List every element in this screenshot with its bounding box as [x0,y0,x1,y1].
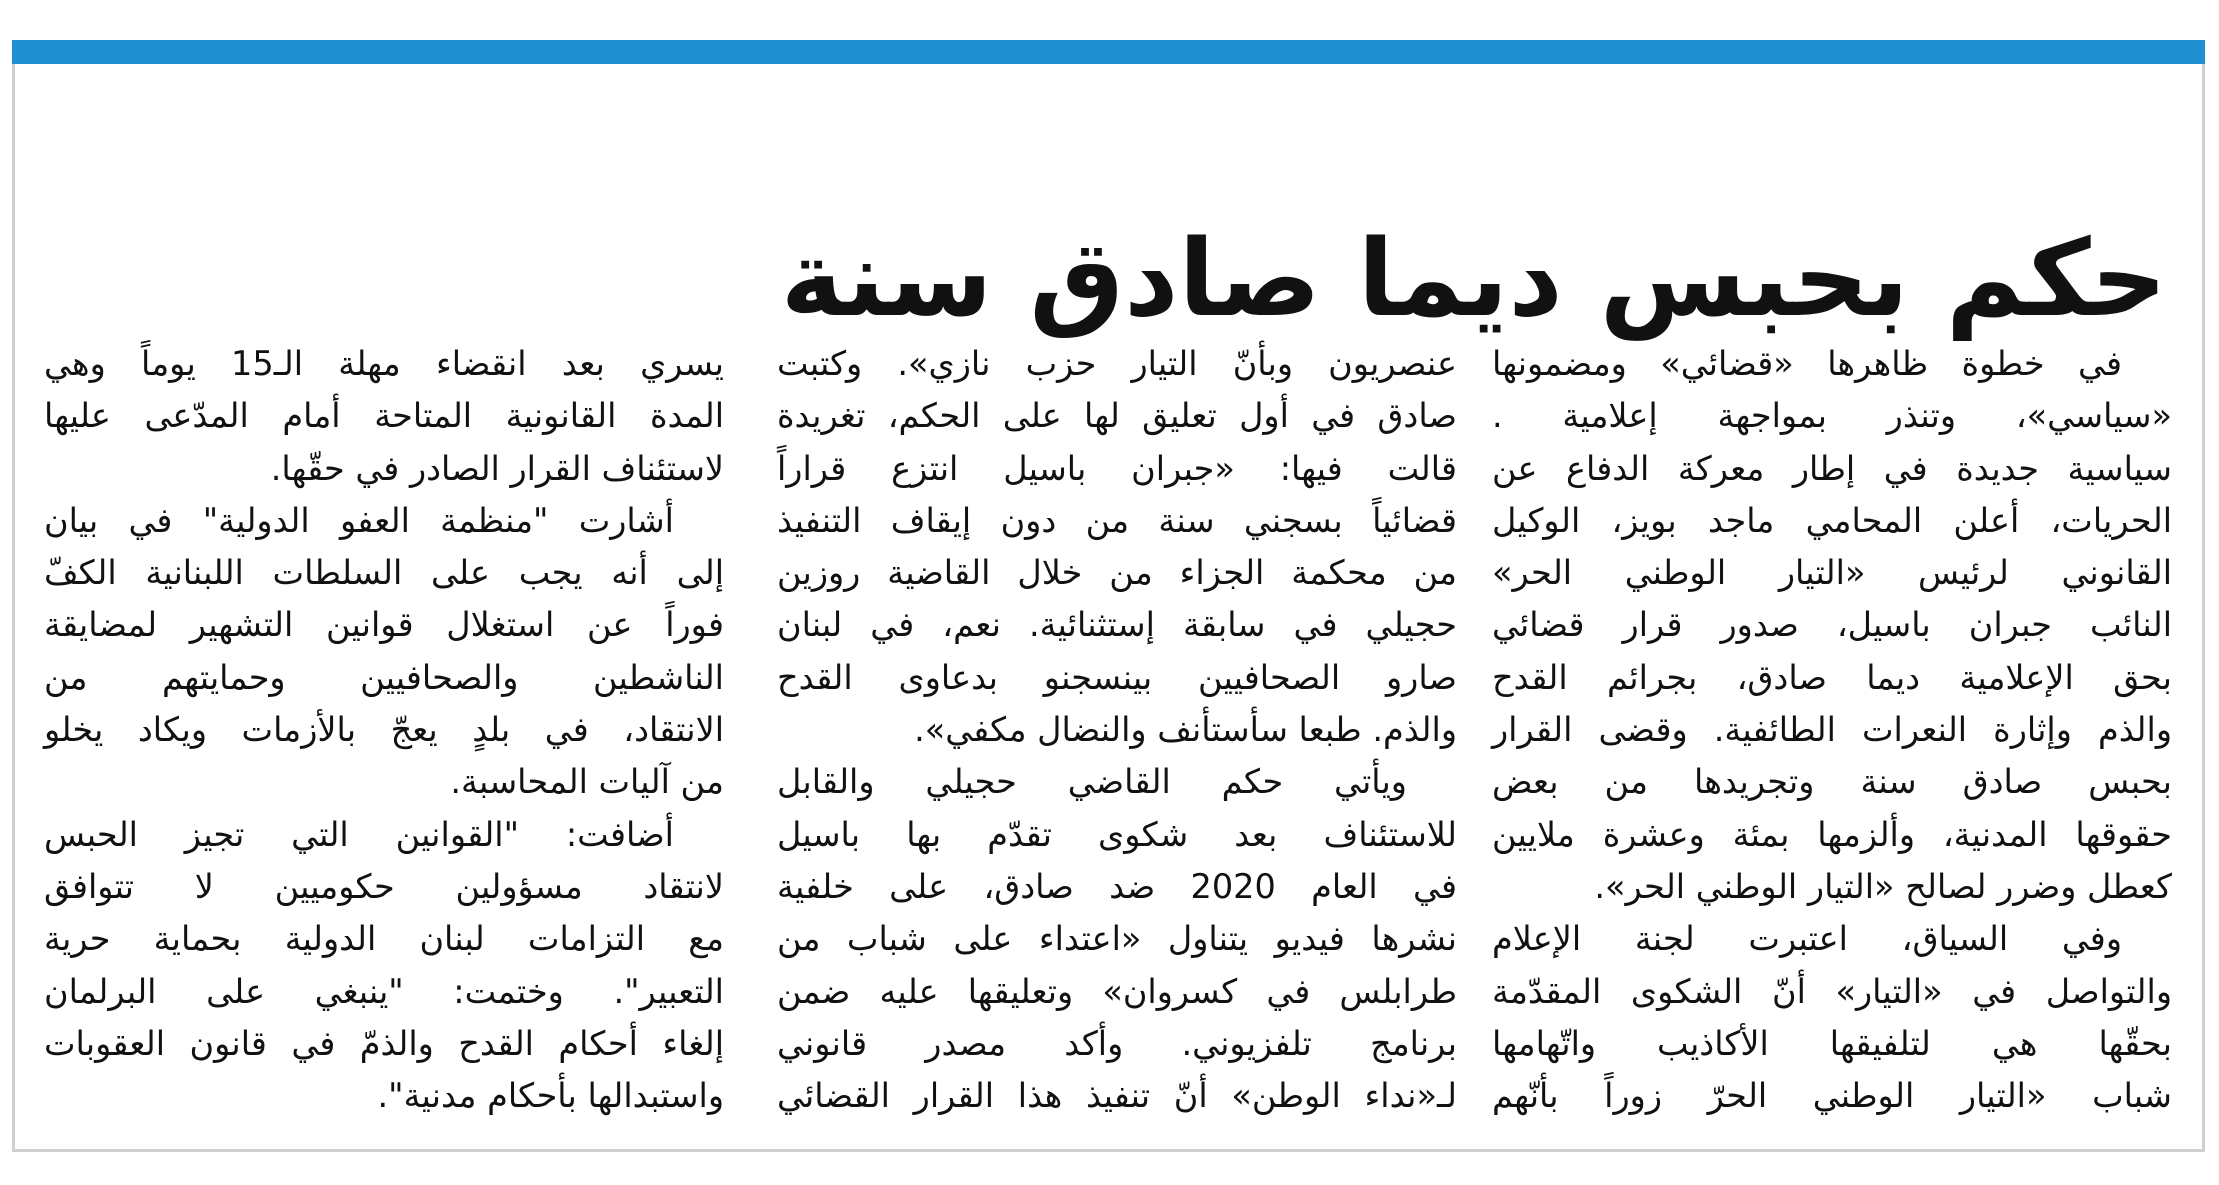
text-line: التعبير". وختمت: "ينبغي على البرلمان [44,971,724,1011]
text-line: طرابلس في كسروان» وتعليقها عليه ضمن [777,971,1457,1011]
text-line: القانوني لرئيس «التيار الوطني الحر» [1492,553,2172,593]
article-column-3 [44,338,724,1122]
text-line: فوراً عن استغلال قوانين التشهير لمضايقة [44,605,724,645]
text-line: واستبدالها بأحكام مدنية". [377,1076,724,1116]
text-line: للاستئناف بعد شكوى تقدّم بها باسيل [777,814,1457,854]
article-column-1 [1492,338,2172,1122]
text-line: «سياسي»، وتنذر بمواجهة إعلامية . [1492,396,2172,436]
text-line: يسري بعد انقضاء مهلة الـ15 يوماً وهي [44,344,724,383]
text-line: نشرها فيديو يتناول «اعتداء على شباب من [777,919,1457,959]
text-line: شباب «التيار الوطني الحرّ زوراً بأنّهم [1492,1076,2172,1116]
text-line: والذم. طبعا سأستأنف والنضال مكفي». [914,710,1457,750]
text-line: صادق في أول تعليق لها على الحكم، تغريدة [777,396,1457,436]
article-column-2 [777,338,1457,1122]
text-line: في العام 2020 ضد صادق، على خلفية [777,866,1457,906]
text-line: حقوقها المدنية، وألزمها بمئة وعشرة ملايين [1492,814,2172,854]
text-line: بحق الإعلامية ديما صادق، بجرائم القدح [1492,657,2172,697]
text-line: لاستئناف القرار الصادر في حقّها. [270,448,724,488]
headline: حكم بحبس ديما صادق سنة [780,217,2167,341]
text-line: والذم وإثارة النعرات الطائفية. وقضى القرار [1492,710,2172,750]
text-line: والتواصل في «التيار» أنّ الشكوى المقدّمة [1492,971,2172,1011]
text-line: قالت فيها: «جبران باسيل انتزع قراراً [777,448,1457,488]
text-line: لانتقاد مسؤولين حكوميين لا تتوافق [44,866,724,906]
text-line: وفي السياق، اعتبرت لجنة الإعلام [1492,919,2122,959]
text-line: الحريات، أعلن المحامي ماجد بويز، الوكيل [1492,500,2172,540]
text-line: أضافت: "القوانين التي تجيز الحبس [44,814,674,854]
text-line: لـ«نداء الوطن» أنّ تنفيذ هذا القرار القضائي [777,1076,1457,1116]
text-line: الانتقاد، في بلدٍ يعجّ بالأزمات ويكاد يخلو [44,710,724,750]
text-line: سياسية جديدة في إطار معركة الدفاع عن [1492,448,2172,488]
text-line: من آليات المحاسبة. [450,762,724,802]
text-line: برنامج تلفزيوني. وأكد مصدر قانوني [777,1023,1457,1063]
text-line: مع التزامات لبنان الدولية بحماية حرية [44,919,724,959]
text-line: صارو الصحافيين بينسجنو بدعاوى القدح [777,657,1457,697]
text-line: بحبس صادق سنة وتجريدها من بعض [1492,762,2172,802]
text-line: الناشطين والصحافيين وحمايتهم من [44,657,724,697]
text-line: في خطوة ظاهرها «قضائي» ومضمونها [1492,344,2122,383]
text-line: عنصريون وبأنّ التيار حزب نازي». وكتبت [777,344,1457,383]
text-line: بحقّها هي لتلفيقها الأكاذيب واتّهامها [1492,1023,2172,1063]
text-line: من محكمة الجزاء من خلال القاضية روزين [777,553,1457,593]
accent-bar [12,40,2205,64]
text-line: النائب جبران باسيل، صدور قرار قضائي [1492,605,2172,645]
text-line: حجيلي في سابقة إستثنائية. نعم، في لبنان [777,605,1457,645]
text-line: كعطل وضرر لصالح «التيار الوطني الحر». [1594,866,2172,906]
text-line: إلغاء أحكام القدح والذمّ في قانون العقوبات [44,1023,724,1063]
text-line: إلى أنه يجب على السلطات اللبنانية الكفّ [44,553,724,593]
text-line: ويأتي حكم القاضي حجيلي والقابل [777,762,1407,802]
text-line: المدة القانونية المتاحة أمام المدّعى عليها [44,396,724,436]
text-line: قضائياً بسجني سنة من دون إيقاف التنفيذ [777,500,1457,540]
text-line: أشارت "منظمة العفو الدولية" في بيان [44,500,674,540]
